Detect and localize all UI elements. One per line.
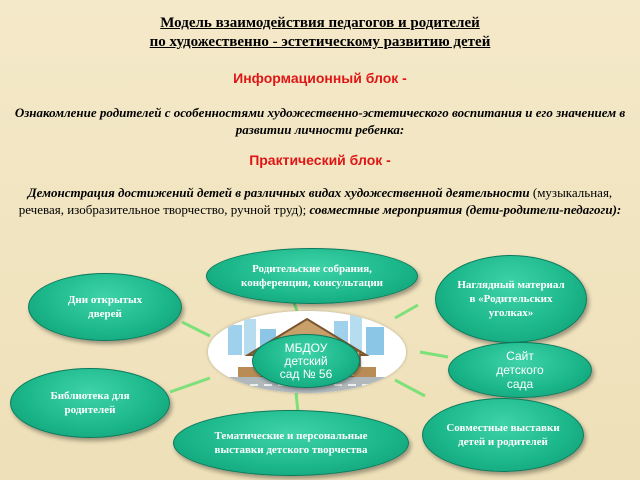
connector-open-days	[182, 322, 210, 336]
practical-text-achievements: Демонстрация достижений детей в различных видах художественной деятельности	[27, 185, 530, 200]
center-line-1: МБДОУ	[284, 340, 328, 355]
practical-block-heading: Практический блок -	[249, 152, 391, 168]
bubble-thematic-exhibitions-label: Тематические и персональные выставки детского творчества	[214, 430, 368, 456]
connector-visual-material	[395, 305, 418, 318]
center-line-2: детский	[284, 353, 328, 368]
bubble-visual-material-label: Наглядный материал в «Родительских уголках»	[457, 279, 565, 319]
bubble-open-days	[28, 273, 182, 341]
bubble-library	[10, 368, 170, 438]
center-line-3: сад № 56	[279, 366, 333, 381]
bubble-library-label: Библиотека для родителей	[50, 390, 130, 416]
center-kindergarten-node	[252, 334, 360, 388]
title-line-2: по художественно - эстетическому развитию детей	[149, 34, 491, 50]
connector-library	[170, 378, 210, 392]
info-block-text-content: Ознакомление родителей с особенностями художественно-эстетического воспитания и его значением в развитии личности ребенка:	[14, 105, 626, 137]
title-line-1: Модель взаимодействия педагогов и родителей	[160, 15, 480, 31]
bubble-parent-meetings	[206, 248, 418, 304]
bubble-website	[448, 342, 592, 398]
practical-text-joint-events: совместные мероприятия (дети-родители-педагоги):	[309, 202, 622, 217]
connector-website	[420, 352, 448, 357]
bubble-visual-material	[435, 255, 587, 343]
bubble-website-line-3: сада	[506, 377, 534, 391]
bubble-website-line-2: детского	[496, 363, 544, 377]
practical-text-activity-types: (музыкальная, речевая, изобразительное творчество, ручной труд);	[18, 185, 613, 217]
bubble-joint-exhibitions-label: Совместные выставки детей и родителей	[446, 422, 560, 448]
bubble-thematic-exhibitions	[173, 410, 409, 476]
bubble-joint-exhibitions	[422, 398, 584, 472]
info-block-heading: Информационный блок -	[233, 70, 407, 86]
bubble-parent-meetings-label: Родительские собрания, конференции, консультации	[241, 263, 383, 289]
connector-joint-exhibitions	[395, 380, 425, 396]
bubble-open-days-label: Дни открытых дверей	[67, 294, 143, 320]
bubble-website-line-1: Сайт	[506, 349, 534, 363]
